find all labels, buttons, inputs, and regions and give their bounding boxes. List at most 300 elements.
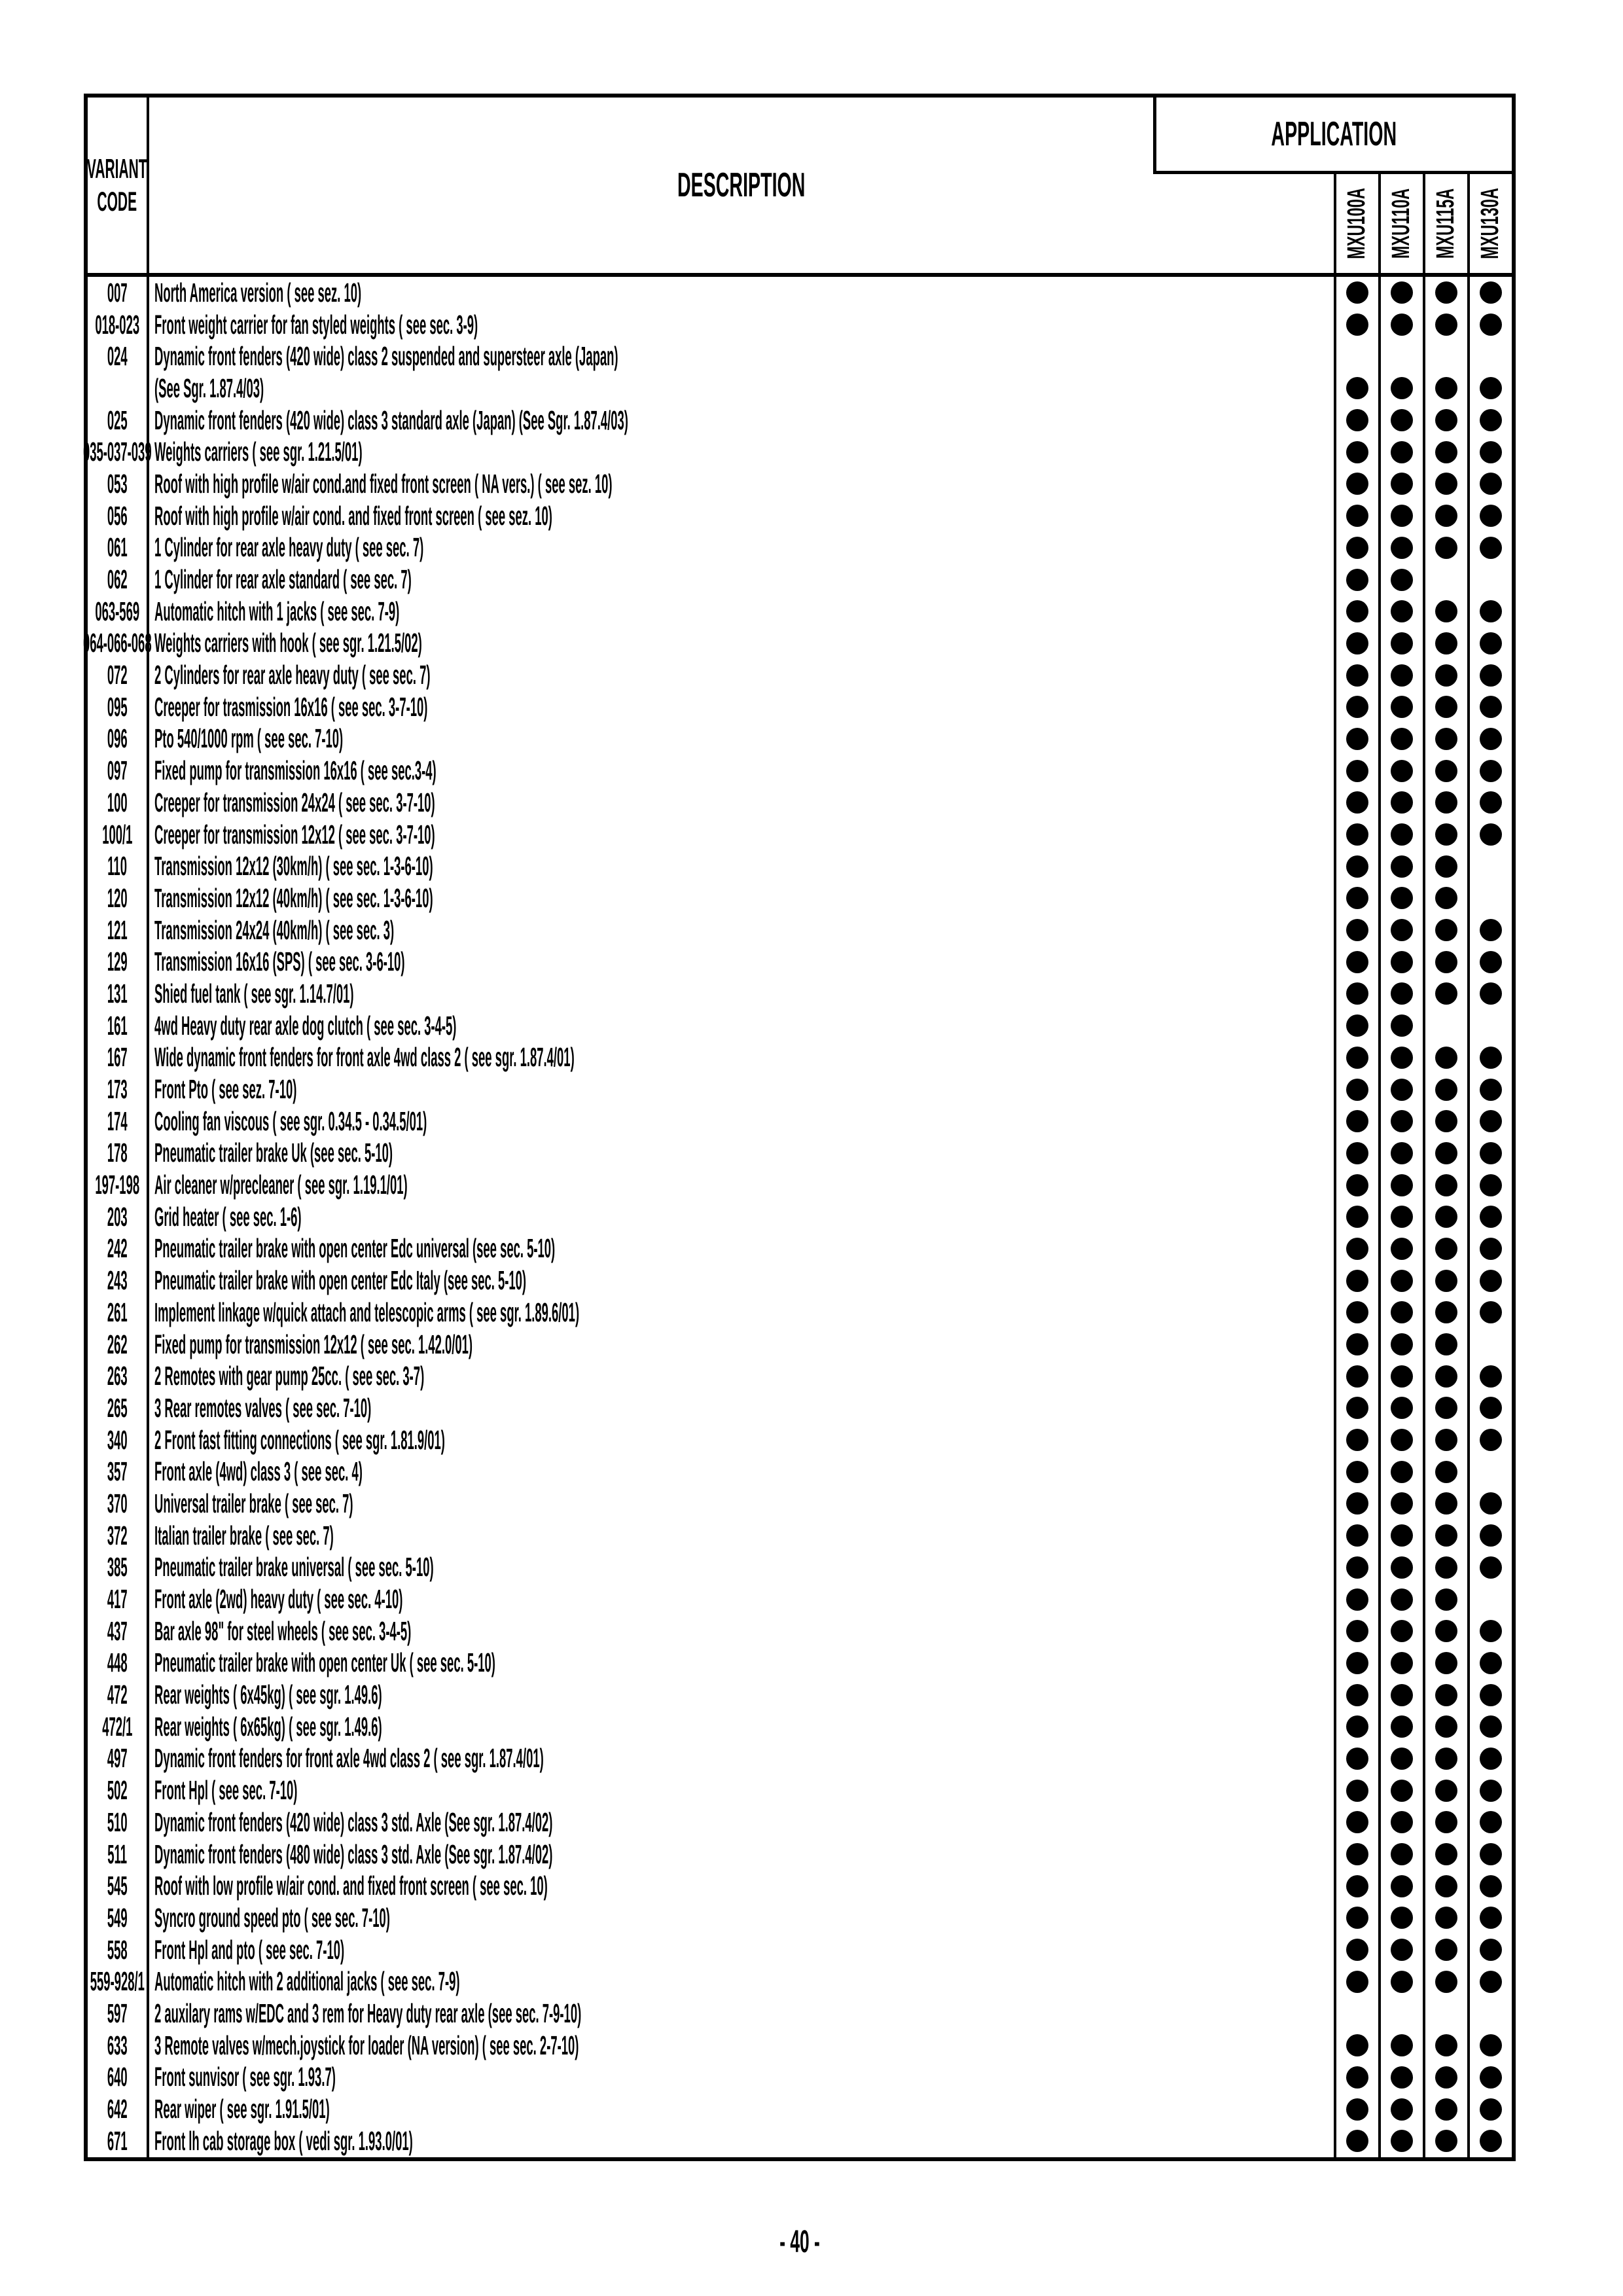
description-cell — [149, 596, 1334, 628]
applicability-dot — [1480, 1174, 1502, 1196]
application-dot-cell — [1423, 532, 1467, 564]
applicability-dot — [1391, 1174, 1413, 1196]
variant-code: 559-928/1 — [90, 1966, 145, 1997]
application-dot-cell — [1378, 1233, 1423, 1265]
application-dot-cell — [1378, 1392, 1423, 1424]
application-dot-cell — [1334, 2125, 1378, 2157]
applicability-dot — [1435, 505, 1457, 527]
applicability-dot — [1346, 664, 1368, 687]
application-dot-cell — [1378, 914, 1423, 946]
table-row — [88, 1965, 1512, 1998]
variant-code-cell — [88, 2030, 149, 2062]
applicability-dot — [1391, 1301, 1413, 1323]
applicability-dot — [1346, 1142, 1368, 1164]
application-dot-cell — [1423, 1965, 1467, 1998]
application-dot-cell — [1378, 1488, 1423, 1520]
description-cell — [149, 1073, 1334, 1105]
application-dot-cell — [1378, 755, 1423, 787]
application-dot-cell — [1467, 1839, 1512, 1871]
application-dot-cell — [1467, 1870, 1512, 1902]
variant-code: 097 — [107, 755, 128, 786]
application-dot-cell — [1467, 1902, 1512, 1934]
table-row — [88, 946, 1512, 978]
applicability-dot — [1346, 2066, 1368, 2089]
description-cell — [149, 1711, 1334, 1743]
application-dot-cell — [1423, 723, 1467, 755]
application-dot-cell — [1378, 1806, 1423, 1839]
applicability-dot — [1480, 600, 1502, 622]
applicability-dot — [1480, 1524, 1502, 1547]
applicability-dot — [1391, 760, 1413, 782]
description-cell — [149, 691, 1334, 723]
description: North America version ( see sez. 10) — [154, 277, 362, 308]
applicability-dot — [1346, 1939, 1368, 1961]
application-dot-cell — [1334, 787, 1378, 819]
applicability-dot — [1435, 1684, 1457, 1706]
application-dot-cell — [1334, 2062, 1378, 2094]
applicability-dot — [1391, 505, 1413, 527]
application-dot-cell — [1423, 1297, 1467, 1329]
applicability-dot — [1435, 1939, 1457, 1961]
applicability-dot — [1391, 951, 1413, 973]
applicability-dot — [1391, 855, 1413, 878]
application-dot-cell — [1467, 723, 1512, 755]
variant-code-cell — [88, 1583, 149, 1615]
applicability-dot — [1346, 1715, 1368, 1738]
applicability-dot — [1346, 473, 1368, 495]
application-dot-cell — [1467, 978, 1512, 1010]
application-dot-cell — [1467, 1615, 1512, 1647]
application-dot-cell — [1378, 1647, 1423, 1679]
applicability-dot — [1480, 1556, 1502, 1579]
applicability-dot — [1346, 887, 1368, 909]
description: Rear weights ( 6x45kg) ( see sgr. 1.49.6) — [154, 1679, 382, 1710]
applicability-dot — [1435, 473, 1457, 495]
applicability-dot — [1346, 760, 1368, 782]
description-cell — [149, 2093, 1334, 2125]
application-dot-cell — [1378, 1424, 1423, 1456]
application-dot-cell — [1334, 946, 1378, 978]
application-dot-cell — [1423, 372, 1467, 404]
applicability-dot — [1346, 1811, 1368, 1833]
applicability-dot — [1391, 1492, 1413, 1515]
applicability-dot — [1346, 1333, 1368, 1355]
application-dot-cell — [1423, 468, 1467, 500]
applicability-dot — [1480, 1684, 1502, 1706]
variant-code: 549 — [107, 1902, 128, 1933]
applicability-dot — [1346, 1365, 1368, 1388]
application-dot-cell — [1423, 1424, 1467, 1456]
applicability-dot — [1435, 1620, 1457, 1642]
variant-code: 633 — [107, 2030, 128, 2060]
application-dot-cell — [1467, 1743, 1512, 1775]
description: Front lh cab storage box ( vedi sgr. 1.93.0/01) — [154, 2125, 413, 2156]
variant-code: 095 — [107, 691, 128, 722]
application-dot-cell — [1334, 1902, 1378, 1934]
description: Shied fuel tank ( see sgr. 1.14.7/01) — [154, 978, 354, 1009]
description: Cooling fan viscous ( see sgr. 0.34.5 - 0.34.5/01) — [154, 1105, 427, 1136]
table-row — [88, 2093, 1512, 2125]
application-dot-cell — [1378, 532, 1423, 564]
applicability-dot — [1480, 1939, 1502, 1961]
applicability-dot — [1346, 951, 1368, 973]
applicability-dot — [1435, 1780, 1457, 1802]
applicability-dot — [1435, 1907, 1457, 1929]
description-cell — [149, 1042, 1334, 1074]
description-cell — [149, 1233, 1334, 1265]
applicability-dot — [1346, 1301, 1368, 1323]
applicability-dot — [1391, 1047, 1413, 1069]
application-dot-cell — [1423, 1998, 1467, 2030]
description: Dynamic front fenders (420 wide) class 3 std. Axle (See sgr. 1.87.4/02) — [154, 1806, 553, 1837]
applicability-dot — [1480, 473, 1502, 495]
description-cell — [149, 1552, 1334, 1584]
variant-code-cell — [88, 1965, 149, 1998]
description-cell — [149, 882, 1334, 914]
description: Dynamic front fenders (420 wide) class 2 suspended and supersteer axle (Japan) — [154, 341, 618, 372]
application-dot-cell — [1378, 1679, 1423, 1711]
application-dot-cell — [1467, 436, 1512, 468]
application-dot-cell — [1378, 1552, 1423, 1584]
description-cell — [149, 468, 1334, 500]
application-dot-cell — [1423, 1870, 1467, 1902]
applicability-dot — [1391, 1397, 1413, 1419]
table-row — [88, 372, 1512, 404]
applicability-dot — [1391, 1684, 1413, 1706]
table-row — [88, 2030, 1512, 2062]
applicability-dot — [1435, 1397, 1457, 1419]
description: Dynamic front fenders (480 wide) class 3 std. Axle (See sgr. 1.87.4/02) — [154, 1839, 553, 1869]
applicability-dot — [1480, 1270, 1502, 1292]
variant-code: 096 — [107, 723, 128, 754]
applicability-dot — [1480, 760, 1502, 782]
table-row — [88, 1998, 1512, 2030]
description-cell — [149, 1679, 1334, 1711]
applicability-dot — [1391, 1556, 1413, 1579]
applicability-dot — [1480, 1620, 1502, 1642]
application-dot-cell — [1467, 1233, 1512, 1265]
description-cell — [149, 1583, 1334, 1615]
application-dot-cell — [1334, 309, 1378, 341]
application-dot-cell — [1378, 723, 1423, 755]
application-dot-cell — [1334, 1424, 1378, 1456]
description: Front sunvisor ( see sgr. 1.93.7) — [154, 2062, 336, 2092]
applicability-dot — [1435, 696, 1457, 718]
table-row — [88, 1839, 1512, 1871]
description-cell — [149, 659, 1334, 691]
application-dot-cell — [1467, 1711, 1512, 1743]
applicability-dot — [1435, 600, 1457, 622]
applicability-dot — [1435, 1971, 1457, 1993]
description: 4wd Heavy duty rear axle dog clutch ( see sec. 3-4-5) — [154, 1010, 457, 1041]
application-dot-cell — [1334, 1042, 1378, 1074]
application-dot-cell — [1378, 340, 1423, 372]
applicability-dot — [1391, 1110, 1413, 1132]
application-dot-cell — [1423, 1902, 1467, 1934]
application-dot-cell — [1334, 1265, 1378, 1297]
applicability-dot — [1346, 1684, 1368, 1706]
applicability-dot — [1435, 951, 1457, 973]
application-dot-cell — [1378, 628, 1423, 660]
applicability-dot — [1435, 314, 1457, 336]
applicability-dot — [1435, 791, 1457, 814]
applicability-dot — [1391, 1429, 1413, 1451]
variant-code: 178 — [107, 1138, 128, 1168]
application-dot-cell — [1334, 404, 1378, 437]
application-dot-cell — [1334, 2030, 1378, 2062]
table-row — [88, 882, 1512, 914]
applicability-dot — [1391, 1461, 1413, 1483]
application-header-box — [1153, 94, 1516, 174]
description-cell — [149, 1870, 1334, 1902]
application-dot-cell — [1423, 1774, 1467, 1806]
applicability-dot — [1346, 1556, 1368, 1579]
variant-code: 472/1 — [101, 1711, 133, 1742]
variant-code-cell — [88, 978, 149, 1010]
application-dot-cell — [1467, 1297, 1512, 1329]
application-dot-cell — [1334, 2093, 1378, 2125]
application-dot-cell — [1423, 978, 1467, 1010]
application-dot-cell — [1378, 1839, 1423, 1871]
variant-code: 007 — [107, 277, 128, 308]
application-dot-cell — [1423, 1647, 1467, 1679]
applicability-dot — [1346, 982, 1368, 1005]
application-dot-cell — [1334, 914, 1378, 946]
variant-code: 640 — [107, 2062, 128, 2092]
application-dot-cell — [1423, 1329, 1467, 1361]
applicability-dot — [1391, 281, 1413, 304]
applicability-dot — [1346, 1971, 1368, 1993]
applicability-dot — [1391, 1780, 1413, 1802]
application-dot-cell — [1423, 691, 1467, 723]
application-dot-cell — [1334, 882, 1378, 914]
variant-code-cell — [88, 1998, 149, 2030]
description-cell — [149, 914, 1334, 946]
application-dot-cell — [1334, 1488, 1378, 1520]
variant-code-cell — [88, 372, 149, 404]
description-cell — [149, 1743, 1334, 1775]
application-dot-cell — [1334, 1297, 1378, 1329]
application-dot-cell — [1334, 1073, 1378, 1105]
description: Rear wiper ( see sgr. 1.91.5/01) — [154, 2094, 330, 2125]
table-row — [88, 1233, 1512, 1265]
variant-code-cell — [88, 946, 149, 978]
applicability-dot — [1480, 377, 1502, 399]
application-dot-cell — [1423, 404, 1467, 437]
variant-code: 448 — [107, 1647, 128, 1678]
variant-code: 597 — [107, 1998, 128, 2028]
application-dot-cell — [1467, 1392, 1512, 1424]
description-cell — [149, 1010, 1334, 1042]
application-dot-cell — [1334, 1870, 1378, 1902]
description: Syncro ground speed pto ( see sec. 7-10) — [154, 1902, 390, 1933]
application-dot-cell — [1334, 1965, 1378, 1998]
applicability-dot — [1391, 569, 1413, 591]
variant-code: 437 — [107, 1615, 128, 1646]
applicability-dot — [1346, 1780, 1368, 1802]
applicability-dot — [1435, 1238, 1457, 1260]
application-dot-cell — [1467, 1998, 1512, 2030]
applicability-dot — [1346, 1238, 1368, 1260]
variant-code: 642 — [107, 2094, 128, 2125]
application-dot-cell — [1378, 1042, 1423, 1074]
applicability-dot — [1346, 1206, 1368, 1228]
description: 2 auxilary rams w/EDC and 3 rem for Heavy duty rear axle (see sec. 7-9-10) — [154, 1998, 582, 2028]
table-row — [88, 1424, 1512, 1456]
variant-code: 100 — [107, 787, 128, 817]
applicability-dot — [1435, 2066, 1457, 2089]
application-dot-cell — [1378, 850, 1423, 882]
description: Roof with high profile w/air cond. and fixed front screen ( see sez. 10) — [154, 500, 552, 531]
variant-code-cell — [88, 1265, 149, 1297]
applicability-dot — [1480, 2130, 1502, 2152]
application-dot-cell — [1378, 309, 1423, 341]
applicability-dot — [1435, 2130, 1457, 2152]
application-dot-cell — [1467, 1806, 1512, 1839]
variant-code-cell — [88, 1392, 149, 1424]
applicability-dot — [1346, 823, 1368, 846]
variant-code-cell — [88, 787, 149, 819]
description-cell — [149, 1105, 1334, 1138]
applicability-dot — [1346, 1492, 1368, 1515]
applicability-dot — [1480, 2066, 1502, 2089]
table-row — [88, 978, 1512, 1010]
variant-code-cell — [88, 1743, 149, 1775]
variant-code: 072 — [107, 660, 128, 691]
table-row — [88, 1552, 1512, 1584]
description: Front axle (2wd) heavy duty ( see sec. 4-10) — [154, 1584, 403, 1615]
variant-code-cell — [88, 1233, 149, 1265]
application-dot-cell — [1378, 404, 1423, 437]
variant-code-cell — [88, 850, 149, 882]
application-dot-cell — [1334, 1329, 1378, 1361]
application-dot-cell — [1467, 1934, 1512, 1966]
description-cell — [149, 2125, 1334, 2157]
table-row — [88, 1105, 1512, 1138]
description-cell — [149, 1902, 1334, 1934]
application-dot-cell — [1467, 2030, 1512, 2062]
applicability-dot — [1391, 1588, 1413, 1611]
application-dot-cell — [1467, 2125, 1512, 2157]
applicability-dot — [1435, 632, 1457, 655]
application-dot-cell — [1467, 1552, 1512, 1584]
description-cell — [149, 1138, 1334, 1170]
description: Dynamic front fenders for front axle 4wd class 2 ( see sgr. 1.87.4/01) — [154, 1743, 544, 1774]
variant-code-cell — [88, 1042, 149, 1074]
application-dot-cell — [1334, 1201, 1378, 1233]
application-dot-cell — [1423, 1042, 1467, 1074]
variant-code: 167 — [107, 1042, 128, 1073]
description-cell — [149, 1934, 1334, 1966]
variant-code: 417 — [107, 1584, 128, 1615]
application-dot-cell — [1334, 1839, 1378, 1871]
table-row — [88, 1583, 1512, 1615]
applicability-dot — [1435, 537, 1457, 559]
application-dot-cell — [1378, 596, 1423, 628]
description: Creeper for transmission 12x12 ( see sec. 3-7-10) — [154, 819, 435, 850]
table-row — [88, 1265, 1512, 1297]
application-dot-cell — [1378, 1360, 1423, 1392]
application-dot-cell — [1423, 1839, 1467, 1871]
applicability-dot — [1480, 1429, 1502, 1451]
applicability-dot — [1346, 409, 1368, 431]
application-dot-cell — [1467, 755, 1512, 787]
model-column-label: MXU130A — [1476, 188, 1505, 259]
variant-code: 203 — [107, 1201, 128, 1232]
applicability-dot — [1391, 1079, 1413, 1101]
variant-code-cell — [88, 277, 149, 309]
applicability-dot — [1391, 1270, 1413, 1292]
description-cell — [149, 2030, 1334, 2062]
table-row — [88, 691, 1512, 723]
application-dot-cell — [1423, 1201, 1467, 1233]
variant-code-cell — [88, 309, 149, 341]
table-row — [88, 596, 1512, 628]
description: Transmission 24x24 (40km/h) ( see sec. 3) — [154, 914, 395, 945]
table-row — [82, 436, 1512, 468]
variant-code-cell — [82, 436, 152, 468]
description: 1 Cylinder for rear axle heavy duty ( see sec. 7) — [154, 532, 424, 563]
application-dot-cell — [1378, 1297, 1423, 1329]
application-dot-cell — [1423, 1615, 1467, 1647]
variant-code-cell — [88, 1774, 149, 1806]
application-dot-cell — [1334, 436, 1378, 468]
table-row — [88, 1679, 1512, 1711]
application-dot-cell — [1467, 787, 1512, 819]
applicability-dot — [1435, 823, 1457, 846]
description-cell — [149, 564, 1334, 596]
application-dot-cell — [1467, 404, 1512, 437]
application-dot-cell — [1467, 1105, 1512, 1138]
applicability-dot — [1346, 2130, 1368, 2152]
application-dot-cell — [1423, 436, 1467, 468]
applicability-dot — [1391, 314, 1413, 336]
description: Pneumatic trailer brake with open center Edc universal (see sec. 5-10) — [154, 1233, 556, 1264]
variant-code-header-cell — [88, 98, 149, 273]
application-dot-cell — [1334, 1615, 1378, 1647]
description-cell — [149, 1424, 1334, 1456]
application-dot-cell — [1423, 500, 1467, 532]
application-dot-cell — [1467, 1456, 1512, 1488]
application-dot-cell — [1467, 2093, 1512, 2125]
description-cell — [149, 1615, 1334, 1647]
table-row — [88, 500, 1512, 532]
table-row — [88, 564, 1512, 596]
table-row — [88, 1615, 1512, 1647]
application-dot-cell — [1423, 1073, 1467, 1105]
description: Roof with low profile w/air cond. and fixed front screen ( see sec. 10) — [154, 1871, 548, 1901]
application-dot-cell — [1378, 1138, 1423, 1170]
applicability-dot — [1391, 1524, 1413, 1547]
application-dot-cell — [1378, 1329, 1423, 1361]
applicability-dot — [1480, 791, 1502, 814]
description-cell — [149, 787, 1334, 819]
description: Rear weights ( 6x65kg) ( see sgr. 1.49.6) — [154, 1711, 382, 1742]
description-cell — [149, 628, 1334, 660]
applicability-dot — [1346, 1014, 1368, 1037]
application-dot-cell — [1423, 1488, 1467, 1520]
application-dot-cell — [1423, 1552, 1467, 1584]
table-row — [88, 1297, 1512, 1329]
variant-code: 056 — [107, 500, 128, 531]
application-dot-cell — [1467, 1201, 1512, 1233]
applicability-dot — [1391, 2066, 1413, 2089]
variant-code-cell — [88, 755, 149, 787]
application-dot-cell — [1423, 1010, 1467, 1042]
application-dot-cell — [1467, 1265, 1512, 1297]
applicability-dot — [1346, 1907, 1368, 1929]
applicability-dot — [1391, 1748, 1413, 1770]
